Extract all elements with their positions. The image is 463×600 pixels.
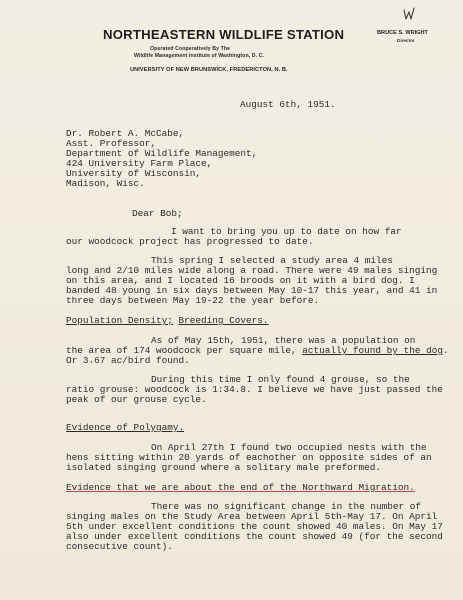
paragraph-line: singing males on the Study Area between April 5th-May 17. On April — [66, 511, 438, 522]
letterhead-operated-line: Operated Cooperatively By The — [150, 46, 231, 52]
paragraph-line: on this area, and I located 16 broods on it with a bird dog. I — [66, 275, 415, 286]
recipient-line: Dr. Robert A. McCabe, — [66, 128, 185, 139]
letterhead-university-line: UNIVERSITY OF NEW BRUNSWICK, FREDERICTON, N. B. — [130, 67, 288, 73]
intro-line: I want to bring you up to date on how far — [171, 226, 402, 237]
paragraph-line: ratio grouse: woodcock is 1:34.8. I believe we have just passed the — [66, 384, 443, 395]
paragraph-text: the area of 174 woodcock per square mile, — [66, 345, 303, 356]
paragraph-line: isolated singing ground where a solitary male preformed. — [66, 462, 382, 473]
salutation: Dear Bob; — [132, 208, 183, 219]
paragraph-line: As of May 15th, 1951, there was a population on — [151, 335, 416, 346]
heading-population-density: Population Density; — [66, 315, 173, 326]
letterhead-director-name: BRUCE S. WRIGHT — [377, 30, 428, 36]
paragraph-line: consecutive count). — [66, 541, 173, 552]
paragraph-line: During this time I only found 4 grouse, so the — [151, 374, 410, 385]
paragraph-line: There was no significant change in the number of — [151, 501, 422, 512]
paragraph-text: . — [442, 345, 449, 356]
paragraph-line: On April 27th I found two occupied nests with the — [151, 442, 427, 453]
recipient-line: Asst. Professor, — [66, 138, 157, 149]
paragraph-line: long and 2/10 miles wide along a road. There were 49 males singing — [66, 265, 438, 276]
recipient-line: Madison, Wisc. — [66, 178, 145, 189]
letterhead-director-title: Director — [397, 38, 415, 43]
recipient-line: Department of Wildlife Management, — [66, 148, 258, 159]
letterhead-institute-line: Wildlife Management Institute of Washington, D. C. — [134, 53, 265, 59]
paragraph-line: peak of our grouse cycle. — [66, 394, 207, 405]
paragraph-line: three days between May 19-22 the year before. — [66, 295, 320, 306]
paragraph-line: also under excellent conditions the count showed 49 (for the second — [66, 531, 443, 542]
heading-breeding-covers: Breeding Covers. — [178, 315, 269, 326]
letter-date: August 6th, 1951. — [240, 99, 336, 110]
section-heading-polygamy: Evidence of Polygamy. — [66, 422, 185, 433]
handwritten-mark — [401, 4, 417, 24]
section-heading-population — [66, 316, 269, 326]
paragraph-line: Or 3.67 ac/bird found. — [66, 355, 190, 366]
underlined-phrase: actually found by the dog — [302, 345, 443, 356]
letterhead-org-name: NORTHEASTERN WILDLIFE STATION — [103, 27, 345, 42]
paragraph-line: This spring I selected a study area 4 miles — [151, 255, 393, 266]
section-heading-migration: Evidence that we are about the end of the Northward Migration. — [66, 482, 415, 493]
paragraph-line: banded 48 young in six days between May 10-17 this year, and 41 in — [66, 285, 438, 296]
intro-line: our woodcock project has progressed to date. — [66, 236, 314, 247]
recipient-line: University of Wisconsin, — [66, 168, 202, 179]
paragraph-line: hens sitting within 20 yards of eachother on opposite sides of an — [66, 452, 432, 463]
paragraph-line: 5th under excellent conditions the count showed 40 males. On May 17 — [66, 521, 443, 532]
recipient-line: 424 University Farm Place, — [66, 158, 213, 169]
